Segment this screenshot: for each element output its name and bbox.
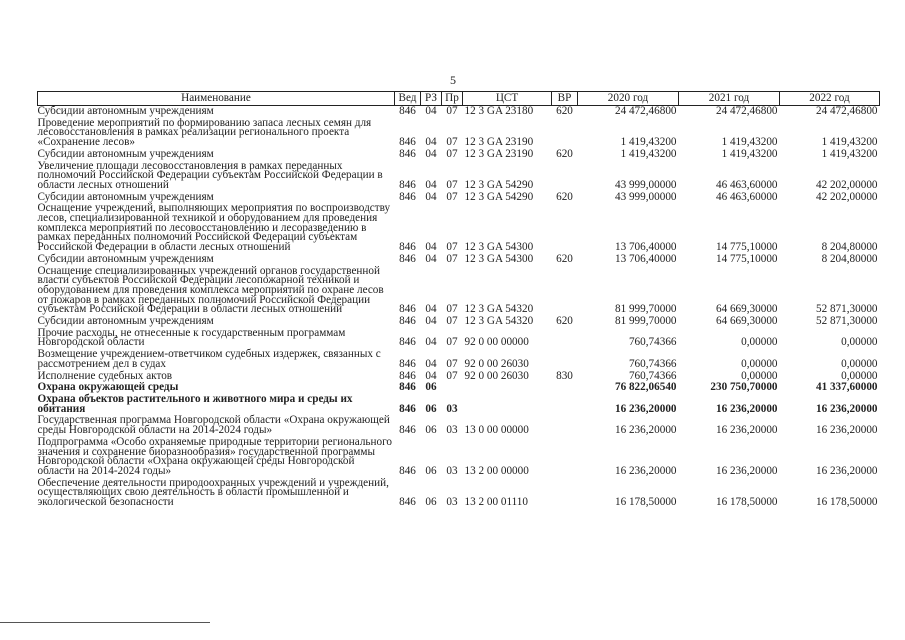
cell-2022: 16 236,20000	[815, 402, 878, 415]
cell-2022: 1 419,43200	[821, 147, 878, 160]
cell-vr	[552, 265, 578, 316]
cell-rz: 06	[425, 464, 437, 477]
table-row	[38, 202, 880, 253]
table-row	[38, 265, 880, 316]
cell-name: Прочие расходы, не отнесенные к государственным программам Новгородской области	[37, 326, 346, 349]
cell-2022: 42 202,00000	[815, 178, 878, 191]
table-row	[38, 117, 880, 148]
table-row	[38, 191, 880, 203]
table-header-row	[38, 92, 880, 106]
cell-pr: 07	[446, 252, 458, 265]
cell-vr	[552, 477, 578, 508]
table-row	[38, 381, 880, 393]
cell-name: Субсидии автономным учреждениям	[37, 315, 214, 328]
cell-pr: 07	[446, 241, 458, 254]
cell-rz: 04	[425, 303, 437, 316]
cell-2020: 24 472,46800	[614, 105, 677, 117]
cell-pr: 07	[446, 357, 458, 370]
cell-2020: 16 236,20000	[614, 402, 677, 415]
cell-vr: 620	[556, 147, 573, 160]
cell-cst: 13 0 00 00000	[464, 424, 529, 437]
column-header-rz: РЗ	[421, 92, 442, 106]
cell-vr	[552, 117, 578, 148]
cell-name: Охрана окружающей среды	[37, 381, 179, 394]
cell-cst: 92 0 00 26030	[464, 369, 529, 382]
cell-2022: 52 871,30000	[815, 315, 878, 328]
cell-name: Субсидии автономным учреждениям	[37, 190, 214, 203]
cell-2021: 46 463,60000	[715, 178, 778, 191]
cell-2022: 8 204,80000	[821, 241, 878, 254]
cell-rz: 04	[425, 241, 437, 254]
cell-ved: 846	[399, 241, 416, 254]
cell-rz: 04	[425, 357, 437, 370]
cell-rz: 06	[425, 381, 437, 394]
cell-2022: 24 472,46800	[815, 105, 878, 117]
cell-cst: 12 3 GA 54290	[464, 190, 534, 203]
cell-vr	[552, 414, 578, 435]
column-header-pr: Пр	[442, 92, 463, 106]
table-row	[38, 253, 880, 265]
cell-ved: 846	[399, 147, 416, 160]
cell-rz: 04	[425, 105, 437, 117]
cell-pr: 07	[446, 336, 458, 349]
cell-ved: 846	[399, 496, 416, 509]
cell-ved: 846	[399, 105, 416, 117]
cell-name: Оснащение специализированных учреждений органов государственной власти субъектов Российской Федерации лесопожарной техникой и оборудованием для проведения комплекса мероприятий по охране лесов от пожаров в рамках переданных полномочий Российской Федерации субъектам Российской Федерации в области лесных отношений	[37, 264, 384, 316]
cell-2021: 0,00000	[741, 336, 778, 349]
cell-2021: 64 669,30000	[715, 303, 778, 316]
cell-name: Проведение мероприятий по формированию запаса лесных семян для лесовосстановления в рамках реализации регионального проекта «Сохранение лесов»	[37, 116, 372, 149]
cell-2020: 13 706,40000	[614, 241, 677, 254]
cell-2022: 1 419,43200	[821, 136, 878, 149]
cell-ved: 846	[399, 303, 416, 316]
cell-pr: 03	[446, 464, 458, 477]
cell-rz: 04	[425, 336, 437, 349]
table-row	[38, 477, 880, 508]
cell-2020: 760,74366	[628, 369, 677, 382]
column-header-name: Наименование	[38, 92, 395, 106]
cell-2021: 14 775,10000	[715, 252, 778, 265]
cell-vr: 620	[556, 190, 573, 203]
cell-2022: 16 236,20000	[815, 464, 878, 477]
cell-vr	[552, 393, 578, 414]
cell-ved: 846	[399, 402, 416, 415]
cell-2021: 16 236,20000	[715, 464, 778, 477]
table-row	[38, 160, 880, 191]
cell-pr: 07	[446, 315, 458, 328]
budget-table	[37, 91, 880, 508]
cell-cst: 12 3 GA 54320	[464, 315, 534, 328]
cell-pr: 03	[446, 424, 458, 437]
cell-cst: 12 3 GA 54320	[464, 303, 534, 316]
cell-cst: 92 0 00 00000	[464, 336, 529, 349]
cell-pr: 07	[446, 190, 458, 203]
cell-name: Субсидии автономным учреждениям	[37, 147, 214, 160]
cell-2022: 16 236,20000	[815, 424, 878, 437]
table-row	[38, 436, 880, 477]
page-number: 5	[450, 73, 456, 87]
cell-pr: 07	[446, 303, 458, 316]
cell-rz: 06	[425, 402, 437, 415]
cell-pr: 07	[446, 147, 458, 160]
cell-pr: 07	[446, 369, 458, 382]
cell-2020: 43 999,00000	[614, 190, 677, 203]
cell-2022: 16 178,50000	[815, 496, 878, 509]
cell-name: Охрана объектов растительного и животного мира и среды их обитания	[37, 392, 353, 415]
column-header-2020: 2020 год	[578, 92, 679, 106]
cell-2020: 16 236,20000	[614, 424, 677, 437]
cell-cst: 12 3 GA 54300	[464, 241, 534, 254]
cell-2021: 14 775,10000	[715, 241, 778, 254]
cell-cst: 13 2 00 01110	[464, 496, 528, 509]
cell-2021: 0,00000	[741, 357, 778, 370]
table-body	[38, 106, 880, 508]
cell-vr	[552, 436, 578, 477]
cell-2022: 52 871,30000	[815, 303, 878, 316]
cell-name: Государственная программа Новгородской области «Охрана окружающей среды Новгородской области на 2014-2024 годы»	[37, 414, 390, 437]
cell-vr: 620	[556, 315, 573, 328]
cell-name: Обеспечение деятельности природоохранных учреждений и учреждений, осуществляющих свою деятельность в области промышленной и экологической безопасности	[37, 476, 389, 509]
table-row	[38, 414, 880, 435]
cell-pr	[442, 381, 463, 393]
cell-2020: 760,74366	[628, 336, 677, 349]
cell-2021: 16 236,20000	[715, 402, 778, 415]
cell-2020: 1 419,43200	[620, 147, 677, 160]
cell-2021: 1 419,43200	[721, 136, 778, 149]
cell-rz: 06	[425, 496, 437, 509]
cell-rz: 04	[425, 190, 437, 203]
cell-vr	[552, 348, 578, 369]
table-row	[38, 370, 880, 382]
cell-2020: 760,74366	[628, 357, 677, 370]
cell-2020: 81 999,70000	[614, 303, 677, 316]
cell-2022: 8 204,80000	[821, 252, 878, 265]
cell-ved: 846	[399, 190, 416, 203]
cell-cst: 12 3 GA 23190	[464, 136, 534, 149]
cell-pr: 03	[446, 496, 458, 509]
cell-ved: 846	[399, 136, 416, 149]
cell-pr: 07	[446, 136, 458, 149]
cell-name: Субсидии автономным учреждениям	[37, 252, 214, 265]
cell-ved: 846	[399, 424, 416, 437]
cell-rz: 04	[425, 369, 437, 382]
cell-ved: 846	[399, 357, 416, 370]
cell-2021: 24 472,46800	[715, 105, 778, 117]
cell-name: Увеличение площади лесовосстановления в рамках переданных полномочий Российской Федерации субъектам Российской Федерации в области лесных отношений	[37, 159, 383, 191]
table-row	[38, 327, 880, 348]
cell-cst: 92 0 00 26030	[464, 357, 529, 370]
cell-2022: 41 337,60000	[815, 381, 878, 394]
column-header-ved: Вед	[395, 92, 421, 106]
column-header-vr: ВР	[552, 92, 578, 106]
cell-rz: 04	[425, 136, 437, 149]
cell-name: Возмещение учреждением-ответчиком судебных издержек, связанных с рассмотрением дел в судах	[37, 348, 381, 370]
cell-2020: 16 178,50000	[614, 496, 677, 509]
cell-2021: 16 236,20000	[715, 424, 778, 437]
cell-2020: 81 999,70000	[614, 315, 677, 328]
table-row	[38, 315, 880, 327]
cell-vr: 830	[556, 369, 573, 382]
cell-rz: 06	[425, 424, 437, 437]
cell-rz: 04	[425, 178, 437, 191]
cell-vr: 620	[556, 252, 573, 265]
table-row	[38, 348, 880, 369]
cell-2022: 0,00000	[841, 336, 878, 349]
cell-rz: 04	[425, 252, 437, 265]
cell-cst	[463, 393, 552, 414]
cell-2021: 230 750,70000	[710, 381, 778, 394]
cell-2022: 0,00000	[841, 369, 878, 382]
footer-rule	[0, 622, 210, 623]
cell-vr	[552, 160, 578, 191]
cell-ved: 846	[399, 381, 416, 394]
cell-vr	[552, 202, 578, 253]
cell-cst: 13 2 00 00000	[464, 464, 529, 477]
cell-ved: 846	[399, 369, 416, 382]
cell-2020: 43 999,00000	[614, 178, 677, 191]
cell-pr: 03	[446, 402, 458, 415]
cell-ved: 846	[399, 252, 416, 265]
cell-2022: 42 202,00000	[815, 190, 878, 203]
cell-rz: 04	[425, 147, 437, 160]
cell-vr: 620	[556, 105, 573, 117]
cell-pr: 07	[446, 105, 458, 117]
cell-ved: 846	[399, 178, 416, 191]
cell-2021: 46 463,60000	[715, 190, 778, 203]
cell-ved: 846	[399, 315, 416, 328]
cell-vr	[552, 327, 578, 348]
cell-cst: 12 3 GA 23180	[464, 105, 534, 117]
cell-2021: 16 178,50000	[715, 496, 778, 509]
table-row	[38, 106, 880, 117]
column-header-2021: 2021 год	[679, 92, 780, 106]
cell-2020: 76 822,06540	[614, 381, 677, 394]
cell-cst	[463, 381, 552, 393]
cell-2021: 64 669,30000	[715, 315, 778, 328]
cell-2021: 1 419,43200	[721, 147, 778, 160]
cell-2022: 0,00000	[841, 357, 878, 370]
cell-2020: 13 706,40000	[614, 252, 677, 265]
cell-name: Подпрограмма «Особо охраняемые природные территории регионального значения и сохранение биоразнообразия» государственной программы Новгородской области «Охрана окружающей среды Новгородской области на 2014-2024 годы»	[37, 435, 393, 477]
cell-cst: 12 3 GA 54300	[464, 252, 534, 265]
cell-2020: 16 236,20000	[614, 464, 677, 477]
cell-2020: 1 419,43200	[620, 136, 677, 149]
cell-ved: 846	[399, 336, 416, 349]
cell-2021: 0,00000	[741, 369, 778, 382]
cell-cst: 12 3 GA 23190	[464, 147, 534, 160]
cell-name: Исполнение судебных актов	[37, 369, 173, 382]
table-row	[38, 393, 880, 414]
cell-rz: 04	[425, 315, 437, 328]
column-header-cst: ЦСТ	[463, 92, 552, 106]
column-header-2022: 2022 год	[780, 92, 880, 106]
cell-name: Субсидии автономным учреждениям	[37, 105, 214, 117]
cell-name: Оснащение учреждений, выполняющих мероприятия по воспроизводству лесов, специализированной техникой и оборудованием для проведения комплекса мероприятий по лесовосстановлению и лесоразведению в рамках переданных полномочий Российской Федерации субъектам Российской Федерации в области лесных отношений	[37, 202, 391, 254]
cell-pr: 07	[446, 178, 458, 191]
table-row	[38, 148, 880, 160]
cell-ved: 846	[399, 464, 416, 477]
cell-vr	[552, 381, 578, 393]
cell-cst: 12 3 GA 54290	[464, 178, 534, 191]
